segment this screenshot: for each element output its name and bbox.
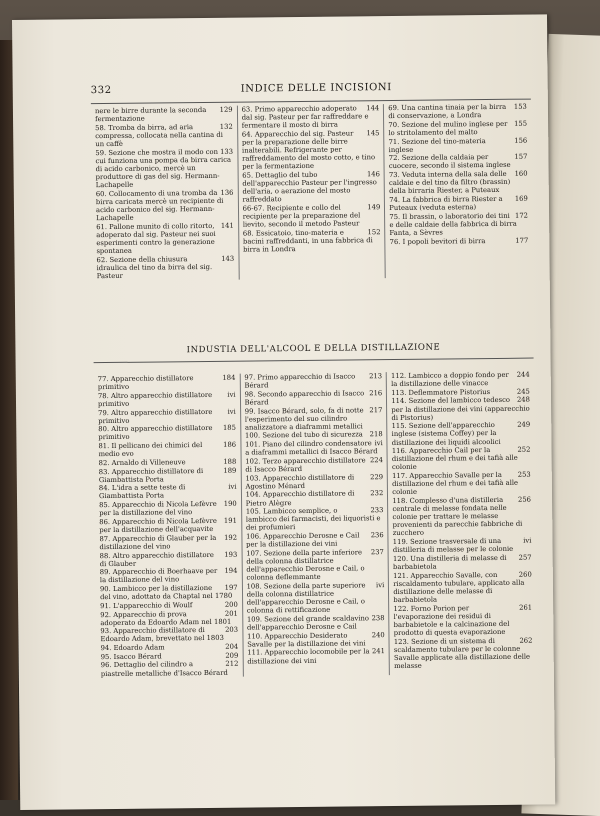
entry-page: 194 [222,567,237,575]
entry-text: Veduta interna della sala delle caldaie e del tino da filtro (brassin) della birraria Riester, a Puteaux [389,170,510,195]
entry-text: Terzo apparecchio distillatore di Isacco Bérard [245,456,365,473]
entry-text: La fabbrica di birra Riester a Puteaux (veduta esterna) [389,195,502,212]
index-entry [242,129,380,171]
entry-number: 84. [99,484,110,492]
entry-number: 78. [98,392,109,400]
entry-text: Sezione trasversale di una distilleria di melasse per le colonie [393,537,513,554]
entry-text: Il brassin, o laboratorio dei tini e delle caldaie della fabbrica di birra Fanta, a Sèvres [389,212,516,237]
entry-text: Primo apparecchio di Isacco Bérard [244,372,355,389]
entry-page: ivi [373,439,383,447]
index-entry [245,389,383,407]
entry-number: 109. [247,615,262,623]
entry-number: 113. [391,389,406,397]
entry-text: Apparecchio Savalle per la distillazione del rhum e dei tafià alle colonie [392,471,518,496]
entry-page: 218 [368,431,383,439]
entry-number: 72. [389,154,400,162]
index-entry [100,609,238,627]
entry-text: Recipiente e collo del recipiente per la preparazione del lievito, secondo il metodo Pasteur [243,203,361,228]
entry-text: Secondo apparecchio di Isacco Bérard [245,389,365,406]
entry-page: 144 [364,104,379,112]
entry-page: 188 [221,458,236,466]
index-entry [243,203,381,229]
entry-number: 89. [100,568,111,576]
entry-number: 65. [242,171,253,179]
entry-text: Collocamento di una tromba da birra caricata mercè un recipiente di acido carbonico del sig. Hermann-Lachapelle [96,189,224,223]
entry-number: 82. [99,459,110,467]
index-entry [96,221,234,255]
entry-page: 186 [221,441,236,449]
entry-number: 58. [95,124,106,132]
index-entry [246,531,384,549]
index-entry [98,424,236,442]
entry-text: Altro apparecchio distillatore di Glauber [100,550,214,567]
entry-text: Lambicco per la distillazione del vino, adottato da Chaptal nel 1780 [100,584,232,601]
entry-page: 184 [220,374,235,382]
upper-index-columns [91,103,533,281]
entry-text: Primo apparecchio adoperato dal sig. Pasteur per far raffreddare e fermentare il mosto di birra [242,104,369,129]
index-entry [247,581,385,615]
entry-text: Essicatoio, tino-materia e bacini raffreddanti, in una fabbrica di birra in Londra [243,228,373,253]
entry-text: Sezione del grande scaldavino dell'apparecchio Derosne e Cail [247,614,369,631]
entry-number: 66-67. [243,204,265,212]
index-entry [98,390,236,408]
entry-text: Lambicco semplice, o lambicco dei farmacisti, dei liquoristi e dei profumieri [246,507,381,532]
index-entry [246,506,384,532]
entry-page: 192 [222,533,237,541]
entry-page: 160 [513,170,528,178]
entry-number: 121. [393,571,408,579]
index-entry [95,122,233,148]
entry-text: Apparecchio di Boerhaave per la distillazione del vino [100,567,218,584]
entry-text: Dettaglio del cilindro a piastrelle metalliche d'Isacco Bérard [101,661,228,678]
index-entry [99,466,237,484]
index-entry [392,446,531,472]
entry-text: Deflemmatore Pistorius [408,388,490,397]
index-entry [393,603,532,637]
entry-number: 118. [392,497,407,505]
entry-text: Apparecchio distillatore di Giambattista Porta [99,467,203,484]
entry-number: 77. [98,375,109,383]
entry-page: 252 [515,446,530,454]
entry-page: 129 [218,106,233,114]
entry-page: 133 [218,147,233,155]
entry-number: 119. [393,538,408,546]
entry-page: 169 [513,195,528,203]
entry-text: Sezione di un sistema di scaldamento tubulare per le colonne Savalle applicate alla distillazione delle melasse [394,637,530,670]
upper-column [238,104,386,279]
entry-page: 204 [223,643,238,651]
entry-page: 229 [368,473,383,481]
entry-text: Apparecchio di Nicola Lefèvre per la distillazione del vino [99,500,217,517]
entry-text: Il pellicano dei chimici del medio evo [99,441,203,458]
entry-text: L'apparecchio di Woulf [113,601,192,610]
index-entry [245,473,383,491]
index-entry [95,147,233,189]
entry-text: Apparecchio Cail per la distillazione del rhum e dei tafià alle colonie [392,446,518,471]
entry-number: 85. [99,501,110,509]
entry-number: 102. [245,457,260,465]
entry-text: Sezione del mulino inglese per lo stritolamento del malto [388,120,507,137]
entry-page: 209 [223,651,238,659]
entry-text: nere le birre durante la seconda fermentazione [95,106,206,123]
entry-text: Arnaldo di Villeneuve [112,458,186,467]
lower-column [387,371,537,676]
index-entry [99,517,237,535]
book-page [12,14,555,810]
entry-number: 76. [390,238,401,246]
entry-text: Una distilleria di melasse di barbabietola [393,554,507,571]
entry-number: 70. [388,121,399,129]
running-title: INDICE DELLE INCISIONI [241,82,392,95]
entry-number: 123. [394,637,409,645]
entry-page: 190 [222,500,237,508]
entry-page: 217 [367,406,382,414]
entry-text: Apparecchio del sig. Pasteur per la preparazione delle birre inalterabili. Refrigerante per raffreddamento del mosto cotto, e tino per la fermentazione [242,129,375,171]
entry-text: Sezione del tubo di sicurezza [262,431,363,440]
index-entry [100,626,238,644]
entry-number: 86. [99,518,110,526]
index-entry [98,407,236,425]
entry-page: 136 [218,188,233,196]
entry-text: Apparecchio di Nicola Lefèvre per la distillazione dell'acquavite [99,517,217,534]
entry-page: 253 [516,471,531,479]
section-rule [94,358,534,364]
entry-page: 156 [512,136,527,144]
entry-number: 74. [389,196,400,204]
entry-number: 98. [245,390,256,398]
entry-number: 90. [100,585,111,593]
entry-text: Dettaglio del tubo dell'apparecchio Pasteur per l'ingresso dell'aria, o aerazione del mosto raffreddato [242,171,377,204]
entry-page: 241 [370,648,385,656]
entry-page: 191 [222,517,237,525]
index-entry [100,567,238,585]
entry-text: Una cantina tinaia per la birra di conservazione, a Londra [388,103,506,120]
entry-number: 83. [99,468,110,476]
entry-page: 262 [517,636,532,644]
entry-text: I popoli bevitori di birra [403,237,486,246]
entry-text: Isacco Bérard, solo, fa di notte l'esperimento del suo cilindro analizzatore a diaframmi metallici [245,406,364,431]
entry-text: Complesso d'una distilleria centrale di melasse fondata nelle colonie per trattare le melasse provenienti da parecchie fabbriche di zucchero [392,496,522,538]
index-entry [244,372,382,390]
index-entry [393,570,532,604]
entry-page: 232 [368,490,383,498]
entry-text: Apparecchio Savalle, con riscaldamento tubulare, applicato alla distillazione delle melasse di barbabietola [393,571,524,604]
index-entry [389,153,528,171]
entry-text: Apparecchio distillatore primitivo [98,374,194,391]
index-entry [388,119,527,137]
index-entry [96,254,234,280]
entry-text: Altro apparecchio distillatore primitivo [98,407,212,424]
entry-number: 94. [101,644,112,652]
entry-page: 152 [365,228,380,236]
index-entry [242,104,380,130]
entry-number: 111. [247,649,262,657]
lower-index-columns [94,371,537,679]
entry-page: 213 [367,372,382,380]
upper-column [384,103,532,278]
entry-page: 238 [370,614,385,622]
entry-number: 73. [389,171,400,179]
index-entry [246,490,384,508]
entry-number: 105. [246,508,261,516]
entry-number: 71. [389,138,400,146]
entry-text: Sezione che mostra il modo con cui funziona una pompa da birra carica di acido carbonico, mercè un produttore di gas del sig. Hermann-Lachapelle [95,148,231,190]
entry-page: 237 [369,548,384,556]
entry-page: ivi [226,407,236,415]
entry-text: Sezione dell'apparecchio inglese (sistema Coffey) per la distillazione dei liquidi alcoolici [392,421,501,446]
index-entry [247,614,385,632]
entry-page: 149 [365,203,380,211]
entry-page: 193 [222,550,237,558]
entry-text: Sezione della chiusura idraulica del tino da birra del sig. Pasteur [97,255,213,280]
index-entry [390,236,529,246]
entry-number: 115. [392,422,407,430]
entry-number: 92. [100,611,111,619]
index-entry [98,374,236,392]
index-entry [388,103,527,121]
entry-page: 261 [517,603,532,611]
index-entry [99,483,237,501]
entry-text: Forno Porion per l'evaporazione dei residui di barbabietole e la calcinazione del prodotto di questa evaporazione [394,604,510,637]
entry-page: ivi [521,537,531,545]
entry-number: 87. [99,535,110,543]
index-entry [245,406,383,432]
entry-page: 212 [223,660,238,668]
entry-text: Isacco Bérard [114,652,162,661]
entry-page: 236 [369,531,384,539]
index-entry [243,228,381,254]
index-entry [99,500,237,518]
entry-number: 106. [246,533,261,541]
entry-text: Apparecchio di Glauber per la distillazione del vino [99,534,216,551]
index-entry [391,396,530,422]
entry-page: 224 [368,456,383,464]
entry-number: 104. [246,491,261,499]
entry-text: Sezione della parte superiore della colonna distillatrice dell'apparecchio Derosne e Cail, o colonna di rettificazione [247,581,366,615]
entry-text: Apparecchio distillatore di Pietro Alègre [246,490,355,507]
entry-number: 59. [95,149,106,157]
page-number: 332 [91,85,112,96]
entry-page: ivi [226,483,236,491]
entry-number: 97. [244,373,255,381]
index-entry [98,441,236,459]
entry-page: 233 [368,506,383,514]
entry-number: 91. [100,602,111,610]
entry-number: 81. [98,442,109,450]
index-entry [245,456,383,474]
entry-number: 95. [101,653,112,661]
entry-page: 240 [370,631,385,639]
entry-number: 75. [389,213,400,221]
entry-text: Apparecchio di prova adoperato da Edoardo Adam nel 1801 [100,610,231,627]
entry-page: 244 [515,371,530,379]
entry-page: 197 [223,584,238,592]
entry-number: 61. [96,223,107,231]
entry-number: 88. [100,551,111,559]
index-entry [99,533,237,551]
entry-page: 216 [367,389,382,397]
entry-page: 203 [223,626,238,634]
index-entry [247,631,385,649]
entry-page: 200 [223,601,238,609]
entry-number: 107. [246,549,261,557]
entry-page: 249 [515,421,530,429]
entry-page: 260 [517,570,532,578]
entry-number: 62. [96,256,107,264]
entry-text: Edoardo Adam [114,644,165,653]
index-entry [247,648,385,666]
entry-number: 100. [245,432,260,440]
entry-page: 201 [223,609,238,617]
entry-text: Sezione del tino-materia inglese [389,137,486,154]
entry-number: 112. [391,372,406,380]
entry-page: 153 [512,103,527,111]
entry-page: 256 [516,496,531,504]
entry-number: 93. [100,627,111,635]
index-entry [393,553,532,571]
entry-number: 99. [245,407,256,415]
entry-number: 80. [98,425,109,433]
index-entry [100,550,238,568]
entry-text: Altro apparecchio distillatore primitivo [98,391,212,408]
entry-text: Sezione della parte inferiore della colonna distillatrice dell'apparecchio Derosne e Cail, o colonna deflemmante [246,548,364,581]
entry-page: 157 [512,153,527,161]
entry-number: 116. [392,447,407,455]
index-entry [392,471,531,497]
entry-number: 120. [393,555,408,563]
lower-column [240,372,390,677]
entry-number: 117. [392,472,407,480]
entry-page: ivi [374,581,384,589]
entry-page: 257 [517,553,532,561]
entry-number: 79. [98,409,109,417]
entry-page: 177 [513,236,528,244]
entry-page: 145 [364,129,379,137]
entry-page: 185 [221,424,236,432]
index-entry [100,584,238,602]
entry-number: 122. [393,604,408,612]
index-entry [95,106,233,124]
entry-page: 146 [365,170,380,178]
index-entry [101,660,239,678]
entry-page: 245 [515,387,530,395]
index-entry [389,136,528,154]
entry-text: Sezione del lambicco tedesco per la distillazione dei vini (apparecchio di Pistorius) [391,396,529,421]
entry-number: 60. [96,190,107,198]
entry-number: 63. [242,105,253,113]
entry-text: Altro apparecchio distillatore primitivo [98,424,212,441]
entry-page: 141 [219,221,234,229]
entry-text: Sezione della caldaia per cuocere, secondo il sistema inglese [389,153,511,170]
entry-text: Apparecchio Desiderato Savalle per la distillazione dei vini [247,631,365,648]
entry-text: Pallone munito di collo ritorto, adoperato dal sig. Pasteur nei suoi esperimenti contro la generazione spontanea [96,222,216,256]
index-entry [393,537,532,555]
entry-number: 110. [247,632,262,640]
index-entry [246,548,384,582]
entry-number: 96. [101,661,112,669]
entry-page: 172 [513,211,528,219]
entry-text: Piano del cilindro condensatore a diaframmi metallici di Isacco Bérard [245,439,378,456]
index-entry [394,636,533,670]
entry-page: 155 [512,119,527,127]
entry-number: 69. [388,104,399,112]
entry-text: Apparecchio distillatore di Edoardo Adam, brevettato nel 1803 [100,626,223,643]
entry-number: 108. [247,582,262,590]
index-entry [96,188,234,222]
index-entry [389,195,528,213]
entry-text: Tromba da birra, ad aria compressa, collocata nella cantina di un caffè [95,123,223,148]
entry-page: 189 [221,466,236,474]
entry-text: Apparecchio distillatore di Agostino Ménard [245,473,354,490]
index-entry [389,211,528,237]
index-entry [392,421,531,447]
index-entry [245,439,383,457]
entry-text: Lambicco a doppio fondo per la distillazione delle vinacce [391,371,509,388]
entry-text: Apparecchio Derosne e Cail per la distillazione dei vini [246,532,359,549]
entry-number: 101. [245,441,260,449]
entry-page: 132 [218,122,233,130]
index-entry [389,170,528,196]
entry-page: 248 [515,396,530,404]
entry-number: 103. [245,474,260,482]
index-entry [392,496,531,538]
entry-text: L'idra a sette teste di Giambattista Porta [99,484,185,501]
entry-number: 64. [242,130,253,138]
entry-page: 143 [219,254,234,262]
lower-column [94,374,244,679]
entry-text: Apparecchio locomobile per la distillazione dei vini [247,648,369,665]
index-entry [242,170,380,204]
entry-page: ivi [225,390,235,398]
upper-column [91,106,239,281]
entry-number: 114. [391,397,406,405]
entry-number: 68. [243,229,254,237]
index-entry [391,371,530,389]
section-title: INDUSTIA DELL'ALCOOL E DELLA DISTILLAZIONE [93,342,533,357]
running-head [91,81,531,100]
